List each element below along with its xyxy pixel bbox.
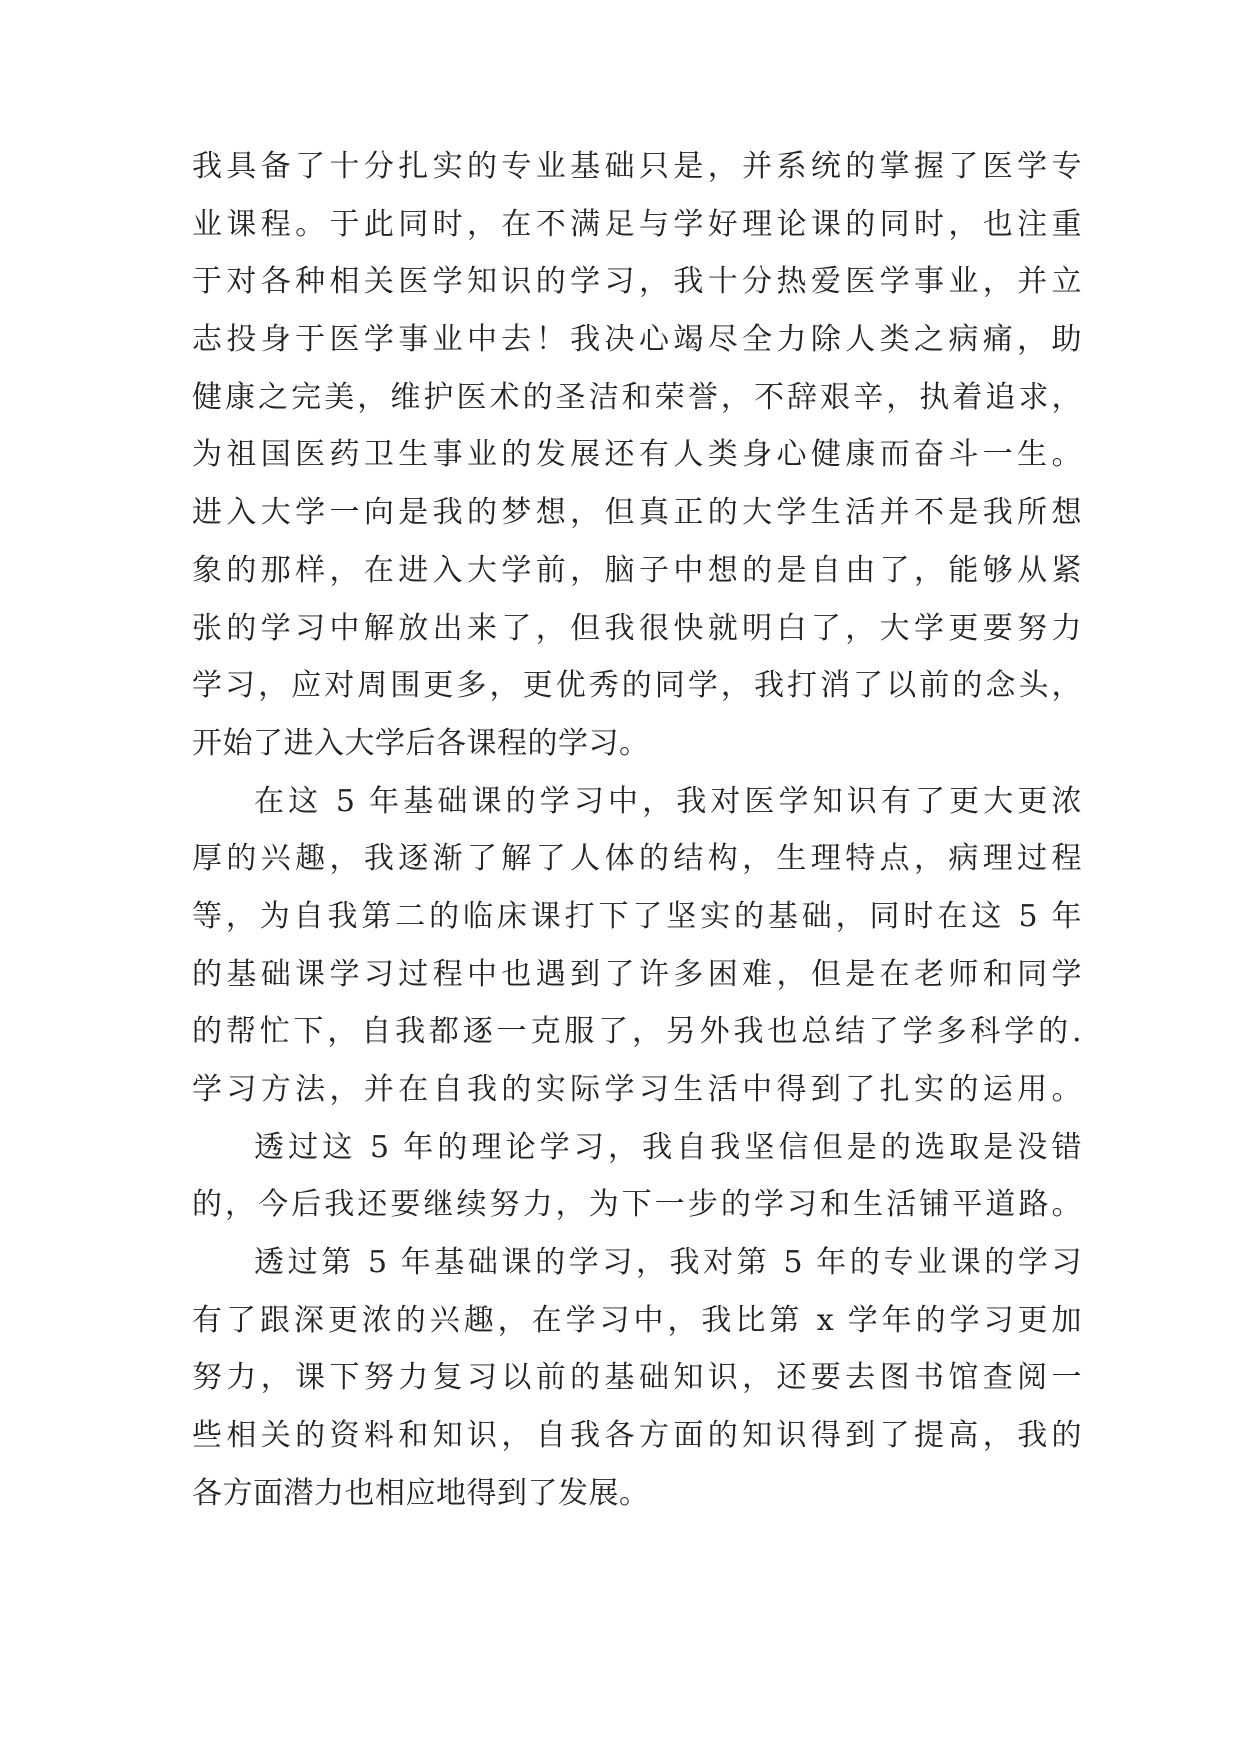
text-line: 等，为自我第二的临床课打下了坚实的基础，同时在这 5 年 bbox=[192, 898, 1082, 934]
text-line: 的帮忙下，自我都逐一克服了，另外我也总结了学多科学的. bbox=[192, 1014, 1082, 1050]
text-line: 健康之完美，维护医术的圣洁和荣誉，不辞艰辛，执着追求， bbox=[192, 379, 1082, 415]
text-line: 在这 5 年基础课的学习中，我对医学知识有了更大更浓 bbox=[254, 783, 1082, 819]
text-line: 学习方法，并在自我的实际学习生活中得到了扎实的运用。 bbox=[192, 1072, 1082, 1107]
text-line: 象的那样，在进入大学前，脑子中想的是自由了，能够从紧 bbox=[192, 552, 1082, 588]
text-line: 有了跟深更浓的兴趣，在学习中，我比第 x 学年的学习更加 bbox=[192, 1302, 1082, 1338]
text-line: 些相关的资料和知识，自我各方面的知识得到了提高，我的 bbox=[192, 1418, 1082, 1454]
text-line: 张的学习中解放出来了，但我很快就明白了，大学更要努力 bbox=[192, 610, 1082, 646]
text-line: 志投身于医学事业中去！我决心竭尽全力除人类之病痛，助 bbox=[192, 322, 1082, 358]
text-line: 为祖国医药卫生事业的发展还有人类身心健康而奋斗一生。 bbox=[192, 437, 1082, 473]
text-line: 于对各种相关医学知识的学习，我十分热爱医学事业，并立 bbox=[192, 264, 1082, 300]
body-text bbox=[192, 138, 1082, 1523]
text-line: 厚的兴趣，我逐渐了解了人体的结构，生理特点，病理过程 bbox=[192, 841, 1082, 877]
text-line: 开始了进入大学后各课程的学习。 bbox=[192, 725, 650, 761]
text-line: 进入大学一向是我的梦想，但真正的大学生活并不是我所想 bbox=[192, 495, 1082, 531]
text-line: 透过这 5 年的理论学习，我自我坚信但是的选取是没错 bbox=[254, 1129, 1082, 1165]
text-line: 学习，应对周围更多，更优秀的同学，我打消了以前的念头， bbox=[192, 668, 1082, 704]
text-line: 的基础课学习过程中也遇到了许多困难，但是在老师和同学 bbox=[192, 956, 1082, 992]
text-line: 各方面潜力也相应地得到了发展。 bbox=[192, 1475, 650, 1511]
text-line: 业课程。于此同时，在不满足与学好理论课的同时，也注重 bbox=[192, 206, 1082, 242]
text-line: 透过第 5 年基础课的学习，我对第 5 年的专业课的学习 bbox=[254, 1245, 1082, 1281]
text-line: 努力，课下努力复习以前的基础知识，还要去图书馆查阅一 bbox=[192, 1360, 1082, 1396]
text-line: 的，今后我还要继续努力，为下一步的学习和生活铺平道路。 bbox=[192, 1187, 1082, 1223]
text-line: 我具备了十分扎实的专业基础只是，并系统的掌握了医学专 bbox=[192, 149, 1082, 184]
